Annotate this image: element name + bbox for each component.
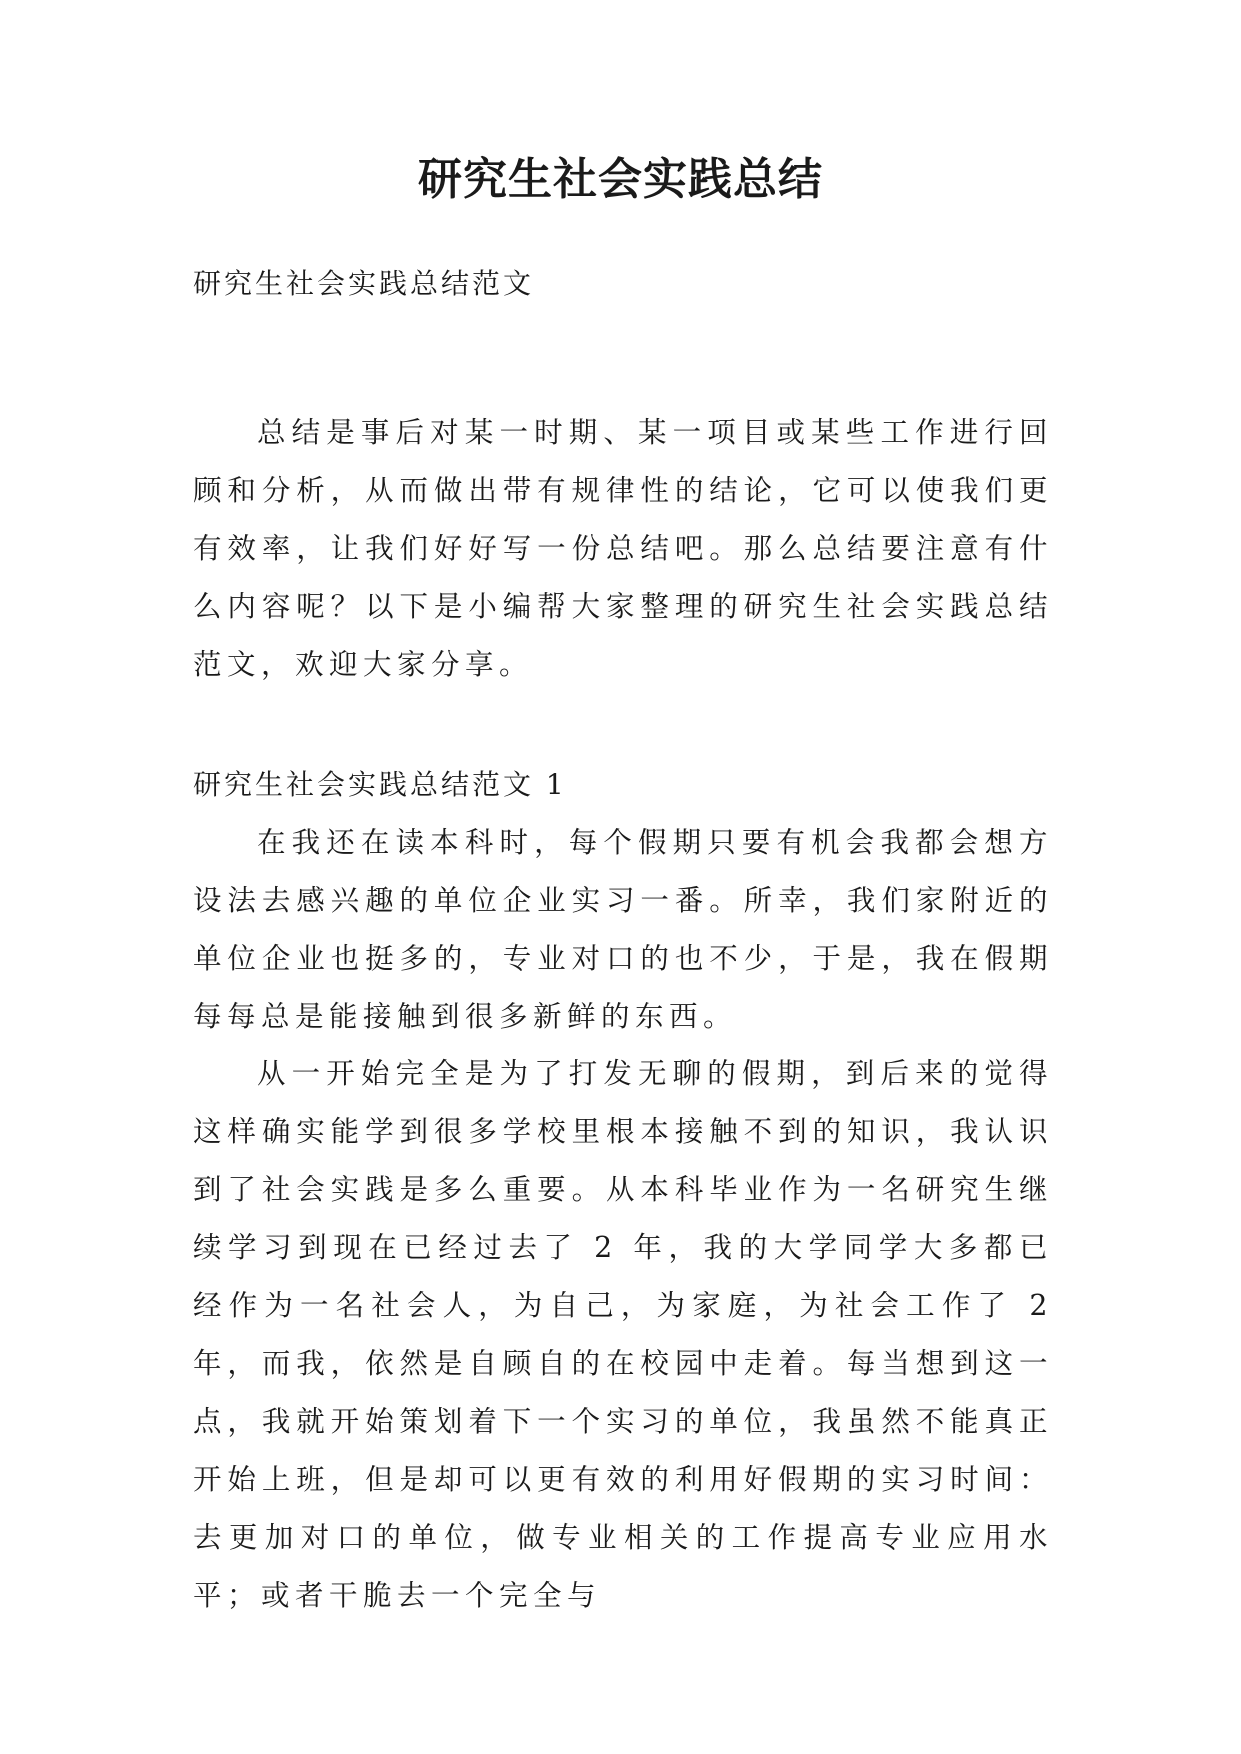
body-paragraph-1: 在我还在读本科时，每个假期只要有机会我都会想方设法去感兴趣的单位企业实习一番。所幸，我们家附近的单位企业也挺多的，专业对口的也不少，于是，我在假期每每总是能接触到很多新鲜的东西。 bbox=[193, 826, 1053, 1033]
document-subtitle: 研究生社会实践总结范文 bbox=[193, 267, 535, 300]
section-heading: 研究生社会实践总结范文 1 bbox=[193, 768, 567, 801]
body-paragraph-2: 从一开始完全是为了打发无聊的假期，到后来的觉得这样确实能学到很多学校里根本接触不到的知识，我认识到了社会实践是多么重要。从本科毕业作为一名研究生继续学习到现在已经过去了 2 年，我的大学同学大多都已经作为一名社会人，为自己，为家庭，为社会工作了 2 年，而我，依然是自顾自的在校园中走着。每当想到这一点，我就开始策划着下一个实习的单位，我虽然不能真正开始上班，但是却可以更有效的利用好假期的实习时间：去更加对口的单位，做专业相关的工作提高专业应用水平；或者干脆去一个完全与 bbox=[193, 1057, 1053, 1612]
document-title: 研究生社会实践总结 bbox=[418, 154, 823, 205]
intro-paragraph: 总结是事后对某一时期、某一项目或某些工作进行回顾和分析，从而做出带有规律性的结论，它可以使我们更有效率，让我们好好写一份总结吧。那么总结要注意有什么内容呢？以下是小编帮大家整理的研究生社会实践总结范文，欢迎大家分享。 bbox=[193, 416, 1053, 681]
